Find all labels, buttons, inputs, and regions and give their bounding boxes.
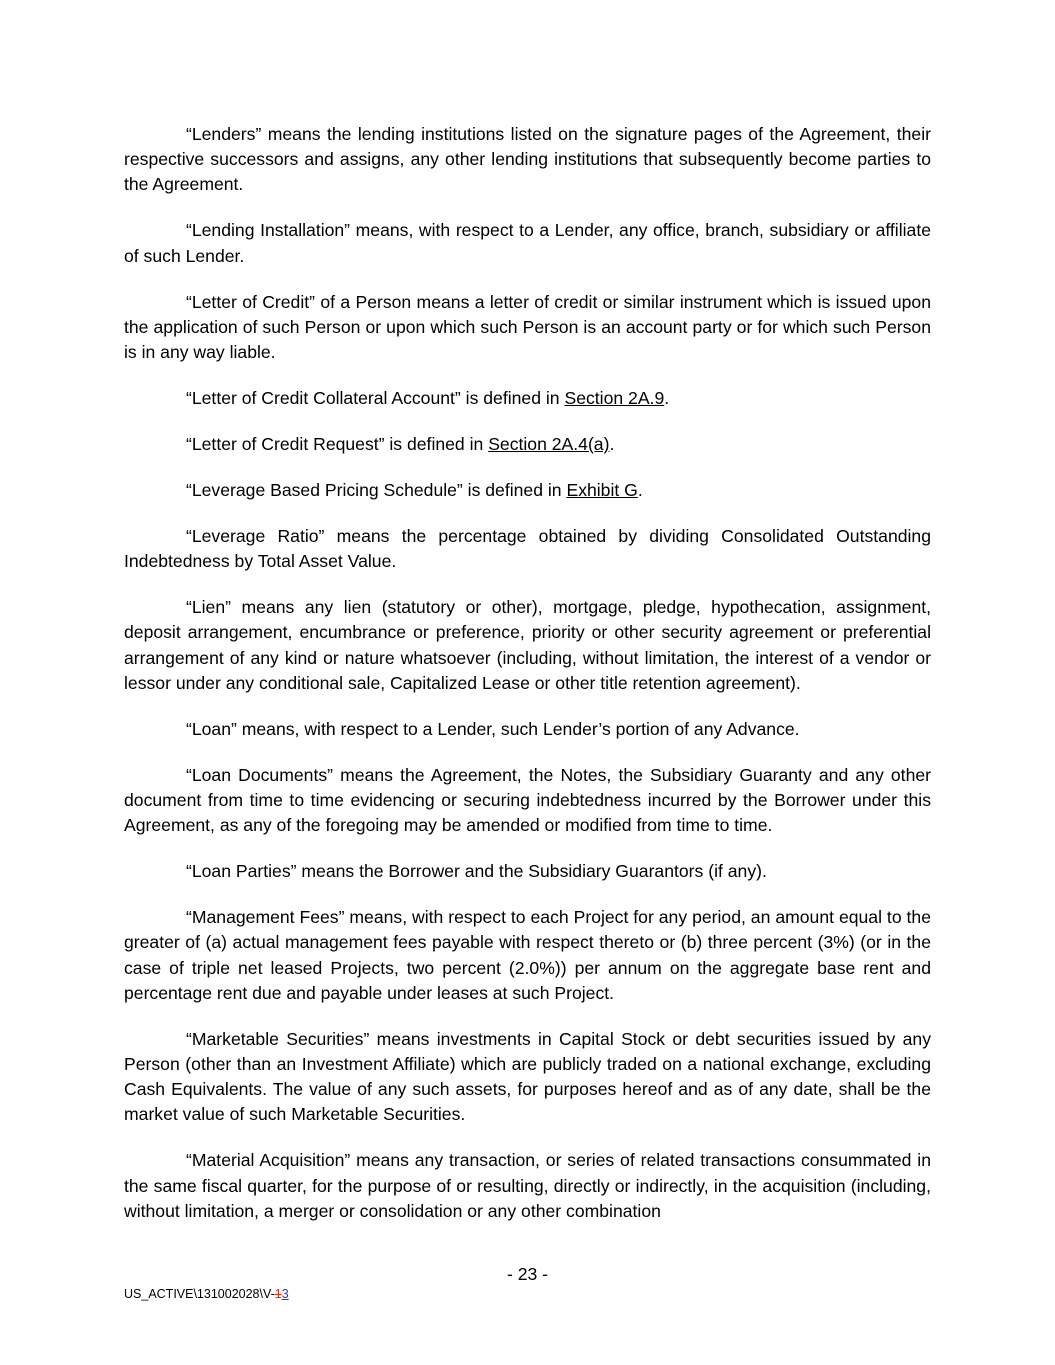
- deleted-version: 1: [274, 1287, 282, 1301]
- definition-lc-collateral-account: “Letter of Credit Collateral Account” is defined in Section 2A.9.: [186, 388, 670, 409]
- section-2a4a-reference: Section 2A.4(a): [488, 434, 610, 455]
- definition-letter-of-credit: “Letter of Credit” of a Person means a letter of credit or similar instrument which is issued upon the application of such Person or upon which such Person is an account party or for which such Person is in any way liable.: [124, 291, 931, 363]
- definition-loan: “Loan” means, with respect to a Lender, such Lender’s portion of any Advance.: [186, 718, 800, 739]
- definition-marketable-securities: “Marketable Securities” means investments in Capital Stock or debt securities issued by any Person (other than an Investment Affiliate) which are publicly traded on a national exchange, excluding Cash Equivalents. The value of any such assets, for purposes hereof and as of any date, shall be the market value of such Marketable Securities.: [124, 1028, 931, 1125]
- definition-leverage-ratio: “Leverage Ratio” means the percentage obtained by dividing Consolidated Outstanding Indebtedness by Total Asset Value.: [124, 526, 931, 572]
- definitions-body: [124, 122, 931, 1245]
- definition-leverage-pricing-schedule: “Leverage Based Pricing Schedule” is defined in Exhibit G.: [186, 480, 643, 501]
- section-2a9-reference: Section 2A.9: [564, 388, 665, 409]
- definition-material-acquisition: “Material Acquisition” means any transaction, or series of related transactions consummated in the same fiscal quarter, for the purpose of or resulting, directly or indirectly, in the acquisition (including, without limitation, a merger or consolidation or any other combination: [124, 1150, 931, 1221]
- definition-lien: “Lien” means any lien (statutory or other), mortgage, pledge, hypothecation, assignment, deposit arrangement, encumbrance or preference, priority or other security agreement or preferential arrangement of any kind or nature whatsoever (including, without limitation, the interest of a vendor or lessor under any conditional sale, Capitalized Lease or other title retention agreement).: [124, 597, 931, 693]
- inserted-version: 3: [281, 1287, 289, 1301]
- definition-management-fees: “Management Fees” means, with respect to each Project for any period, an amount equal to the greater of (a) actual management fees payable with respect thereto or (b) three percent (3%) (or in the case of triple net leased Projects, two percent (2.0%)) per annum on the aggregate base rent and percentage rent due and payable under leases at such Project.: [124, 907, 931, 1003]
- definition-lenders: “Lenders” means the lending institutions listed on the signature pages of the Agreement, their respective successors and assigns, any other lending institutions that subsequently become parties to the Agreement.: [124, 124, 931, 195]
- page-number: - 23 -: [506, 1264, 549, 1284]
- definition-lending-installation: “Lending Installation” means, with respect to a Lender, any office, branch, subsidiary or affiliate of such Lender.: [124, 220, 931, 266]
- definition-loan-documents: “Loan Documents” means the Agreement, the Notes, the Subsidiary Guaranty and any other document from time to time evidencing or securing indebtedness incurred by the Borrower under this Agreement, as any of the foregoing may be amended or modified from time to time.: [124, 764, 931, 836]
- exhibit-g-reference: Exhibit G: [566, 480, 638, 501]
- doc-id-text: US_ACTIVE\131002028\V-: [124, 1287, 275, 1301]
- document-id-footer: [124, 1286, 289, 1302]
- definition-lc-request: “Letter of Credit Request” is defined in Section 2A.4(a).: [186, 434, 615, 455]
- definition-loan-parties: “Loan Parties” means the Borrower and the Subsidiary Guarantors (if any).: [186, 861, 767, 882]
